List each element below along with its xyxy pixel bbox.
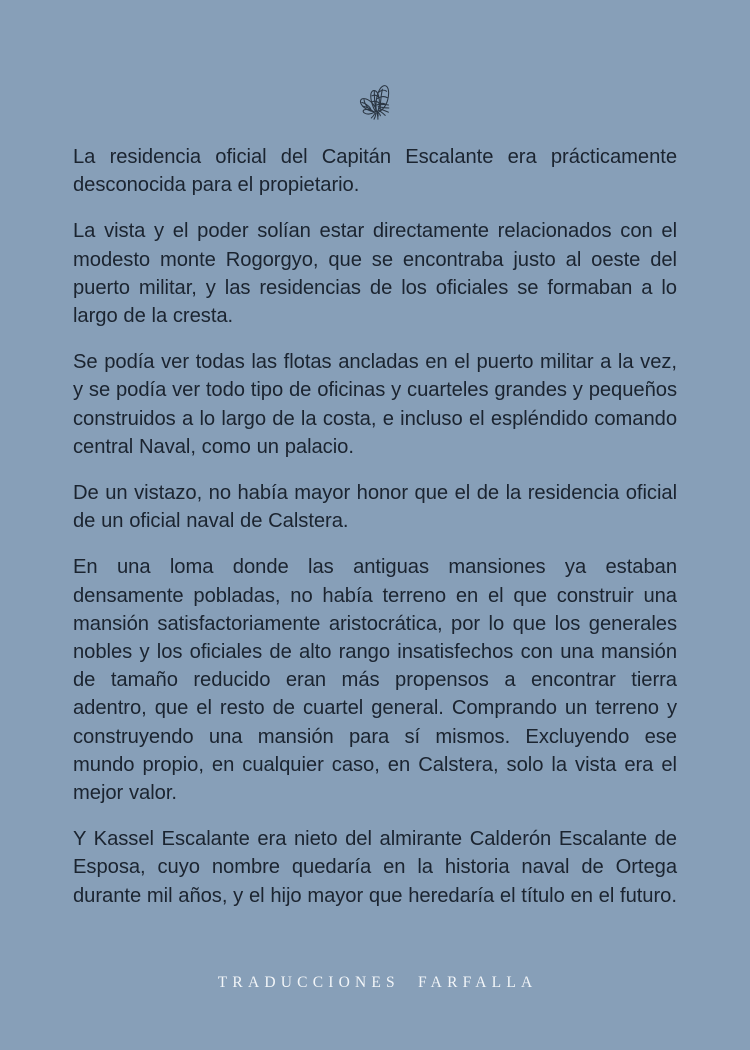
paragraph: En una loma donde las antiguas mansiones ya estaban densamente pobladas, no había terreno en el que construir una mansión satisfactoriamente aristocrática, por lo que los generales nobles y los oficiales de alto rango insatisfechos con una mansión de tamaño reducido eran más propensos a encontrar tierra adentro, que el resto de cuartel general. Comprando un terreno y construyendo una mansión para sí mismos. Excluyendo ese mundo propio, en cualquier caso, en Calstera, solo la vista era el mejor valor. — [73, 556, 677, 805]
paragraph: La vista y el poder solían estar directamente relacionados con el modesto monte Rogorgyo, que se encontraba justo al oeste del puerto militar, y las residencias de los oficiales se formaban a lo largo de la cresta. — [73, 220, 677, 328]
paragraph: Se podía ver todas las flotas ancladas en el puerto militar a la vez, y se podía ver todo tipo de oficinas y cuarteles grandes y pequeños construidos a lo largo de la costa, e incluso el espléndido comando central Naval, como un palacio. — [73, 351, 677, 458]
story-body — [73, 143, 677, 910]
paragraph: Y Kassel Escalante era nieto del almirante Calderón Escalante de Esposa, cuyo nombre quedaría en la historia naval de Ortega durante mil años, y el hijo mayor que heredaría el título en el futuro. — [73, 828, 677, 907]
translator-credit: TRADUCCIONES FARFALLA — [217, 974, 538, 991]
butterfly-icon — [351, 80, 399, 126]
paragraph: De un vistazo, no había mayor honor que el de la residencia oficial de un oficial naval de Calstera. — [73, 482, 677, 533]
butterfly-ornament — [0, 78, 750, 128]
paragraph: La residencia oficial del Capitán Escalante era prácticamente desconocida para el propietario. — [73, 146, 677, 197]
